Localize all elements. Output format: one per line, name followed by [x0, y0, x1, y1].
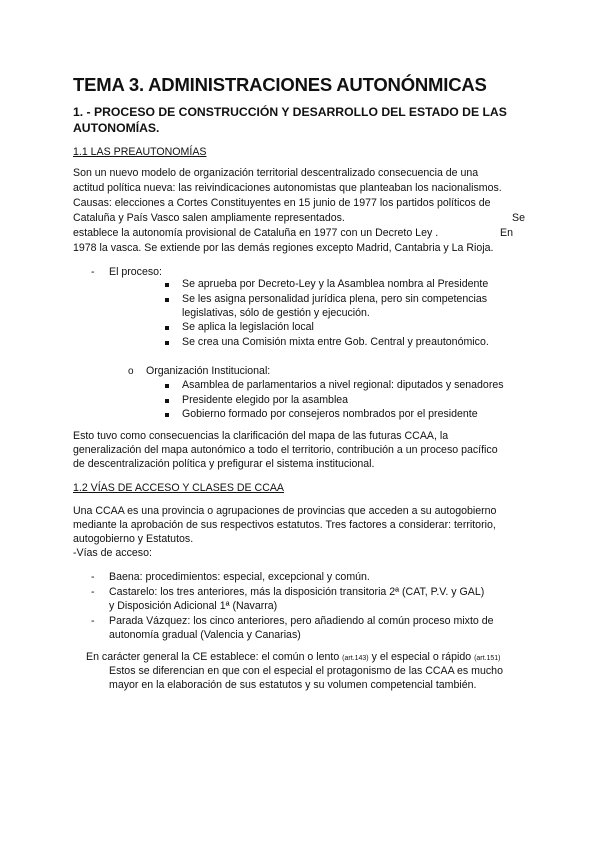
dash-bullet: -	[91, 571, 95, 583]
paragraph-line: Esto tuvo como consecuencias la clarificación del mapa de las futuras CCAA, la	[73, 430, 449, 442]
paragraph-line: mediante la aprobación de sus respectivos estatutos. Tres factores a considerar: territorio,	[73, 519, 496, 531]
subsection-heading-vias: 1.2 VÍAS DE ACCESO Y CLASES DE CCAA	[73, 482, 284, 494]
text-span: En carácter general la CE establece: el común o lento	[86, 651, 343, 663]
paragraph-word: Se	[512, 212, 525, 224]
list-item: Castarelo: los tres anteriores, más la disposición transitoria 2ª (CAT, P.V. y GAL)	[109, 586, 485, 598]
circle-bullet-icon: o	[128, 366, 134, 377]
section-heading: 1. - PROCESO DE CONSTRUCCIÓN Y DESARROLLO DEL ESTADO DE LAS AUTONOMÍAS.	[73, 105, 507, 135]
subsection-heading-preautonomias: 1.1 LAS PREAUTONOMÍAS	[73, 146, 207, 158]
paragraph-line: Una CCAA es una provincia o agrupaciones de provincias que acceden a su autogobierno	[73, 505, 497, 517]
page-title: TEMA 3. ADMINISTRACIONES AUTONÓNMICAS	[73, 74, 487, 95]
square-bullet-icon	[165, 298, 169, 302]
paragraph-word: En	[500, 227, 513, 239]
list-item: Presidente elegido por la asamblea	[182, 394, 349, 406]
paragraph-line: autogobierno y Estatutos.	[73, 533, 194, 545]
paragraph-line: Son un nuevo modelo de organización territorial descentralizado consecuencia de una	[73, 167, 479, 179]
paragraph-line: de descentralización política y prefigurar el sistema institucional.	[73, 458, 375, 470]
list-label-proceso: El proceso:	[109, 266, 162, 278]
square-bullet-icon	[165, 384, 169, 388]
list-item: Baena: procedimientos: especial, excepcional y común.	[109, 571, 370, 583]
paragraph-line: -Vías de acceso:	[73, 547, 152, 559]
article-reference: (art.151)	[474, 655, 501, 662]
paragraph-line: mayor en la elaboración de sus estatutos y su volumen competencial también.	[109, 679, 477, 691]
list-item: Parada Vázquez: los cinco anteriores, pero añadiendo al común proceso mixto de	[109, 615, 494, 627]
article-reference: (art.143)	[342, 655, 369, 662]
list-item: Asamblea de parlamentarios a nivel regional: diputados y senadores	[182, 379, 504, 391]
paragraph-line: Causas: elecciones a Cortes Constituyentes en 15 junio de 1977 los partidos políticos de	[73, 197, 491, 209]
paragraph-line: generalización del mapa autonómico a todo el territorio, contribución a un proceso pacífico	[73, 444, 498, 456]
list-item: Se crea una Comisión mixta entre Gob. Central y preautonómico.	[182, 336, 489, 348]
paragraph-line: actitud política nueva: las reivindicaciones autonomistas que planteaban los nacionalismos.	[73, 182, 502, 194]
dash-bullet: -	[91, 615, 95, 627]
text-span: y el especial o rápido	[368, 651, 475, 663]
square-bullet-icon	[165, 413, 169, 417]
square-bullet-icon	[165, 399, 169, 403]
list-item: Se aplica la legislación local	[182, 321, 314, 333]
dash-bullet: -	[91, 266, 95, 278]
paragraph-line: establece la autonomía provisional de Cataluña en 1977 con un Decreto Ley .	[73, 227, 439, 239]
list-label-organizacion: Organización Institucional:	[146, 365, 271, 377]
paragraph-line: Cataluña y País Vasco salen ampliamente representados.	[73, 212, 345, 224]
list-item: Se aprueba por Decreto-Ley y la Asamblea nombra al Presidente	[182, 278, 489, 290]
paragraph-line: Estos se diferencian en que con el especial el protagonismo de las CCAA es mucho	[109, 665, 503, 677]
square-bullet-icon	[165, 341, 169, 345]
list-item-continuation: autonomía gradual (Valencia y Canarias)	[109, 629, 301, 641]
square-bullet-icon	[165, 283, 169, 287]
paragraph-line: 1978 la vasca. Se extiende por las demás regiones excepto Madrid, Cantabria y La Rioja.	[73, 242, 494, 254]
list-item-continuation: legislativas, sólo de gestión y ejecución.	[182, 307, 370, 319]
list-item: Gobierno formado por consejeros nombrados por el presidente	[182, 408, 478, 420]
dash-bullet: -	[91, 586, 95, 598]
list-item-continuation: y Disposición Adicional 1ª (Navarra)	[109, 600, 278, 612]
list-item: Se les asigna personalidad jurídica plena, pero sin competencias	[182, 293, 488, 305]
square-bullet-icon	[165, 326, 169, 330]
